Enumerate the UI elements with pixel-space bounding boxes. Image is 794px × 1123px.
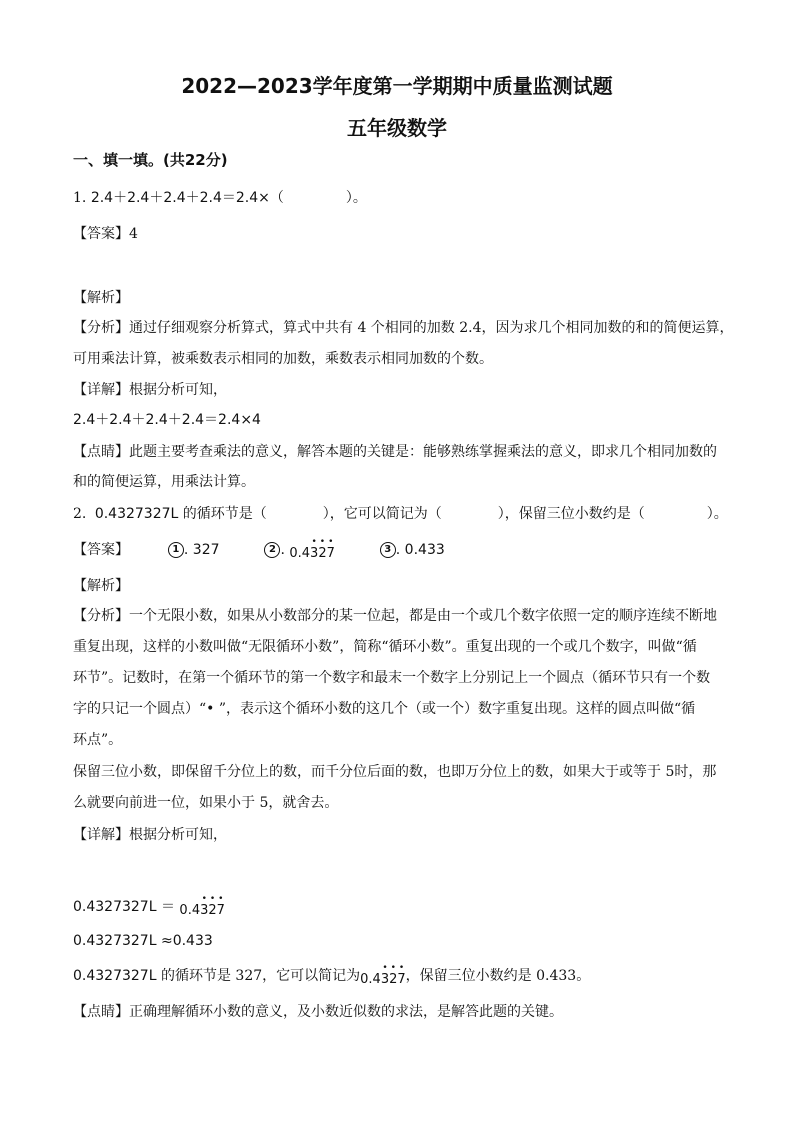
analysis-line: 可用乘法计算，被乘数表示相同的加数，乘数表示相同加数的个数。 — [73, 351, 493, 367]
analysis-line: 么就要向前进一位，如果小于 5，就舍去。 — [73, 795, 339, 811]
dianjing-tag: 【点睛】 — [73, 444, 129, 460]
answer-value: 4 — [129, 226, 138, 242]
page-title: 2022—2023学年度第一学期期中质量监测试题 — [181, 74, 613, 98]
detail-equation: 0.4327327L ≈0.433 — [73, 933, 213, 949]
analysis-line: 环节”。记数时，在第一个循环节的第一个数字和最末一个数字上分别记上一个圆点（循环节只有一个数 — [73, 670, 711, 686]
analysis-tag: 【解析】 — [73, 290, 129, 306]
detail-equation: 2.4＋2.4＋2.4＋2.4＝2.4×4 — [73, 412, 261, 428]
circled-number: 1 — [168, 542, 184, 558]
page-subtitle: 五年级数学 — [347, 116, 447, 140]
analysis-tag: 【解析】 — [73, 578, 129, 594]
analysis-line: 字的只记一个圆点）“• ”，表示这个循环小数的这几个（或一个）数字重复出现。这样的圆点叫做“循 — [73, 701, 696, 717]
section-heading: 一、填一填。(共22分) — [73, 151, 228, 169]
detail-line: 【详解】根据分析可知， — [73, 827, 227, 843]
comment-line: 【点睛】正确理解循环小数的意义，及小数近似数的求法，是解答此题的关键。 — [73, 1004, 563, 1020]
repeating-decimal: 0.4• 3• 2• 7 — [360, 972, 406, 987]
xiangjie-tag: 【详解】 — [73, 827, 129, 843]
analysis-line: 环点”。 — [73, 732, 123, 748]
detail-line: 0.4327327L 的循环节是 327，它可以简记为0.4• 3• 2• 7，保留三位小数约是 0.433。 — [73, 966, 590, 990]
question-1 — [73, 188, 367, 208]
question-number: 1. — [73, 190, 87, 206]
detail-line: 【详解】根据分析可知， — [73, 382, 227, 398]
analysis-line: 【分析】一个无限小数，如果从小数部分的某一位起，都是由一个或几个数字依照一定的顺序连续不断地 — [73, 608, 717, 624]
answer-line: 【答案】 1 . 327 2 . 0.4• 3• 2• 7 3 . 0.433 — [73, 540, 445, 564]
detail-equation: 0.4327327L ＝ 0.4• 3• 2• 7 — [73, 897, 225, 921]
repeating-decimal: 0.4• 3• 2• 7 — [179, 903, 225, 918]
xiangjie-tag: 【详解】 — [73, 382, 129, 398]
comment-line: 【点睛】此题主要考查乘法的意义，解答本题的关键是：能够熟练掌握乘法的意义，即求几个相同加数的 — [73, 444, 717, 460]
answer-tag: 【答案】 — [73, 542, 129, 558]
question-2: 2. 0.4327327L 的循环节是（ ），它可以简记为（ ），保留三位小数约是（ ）。 — [73, 506, 728, 522]
question-number: 2. — [73, 506, 87, 522]
fenxi-tag: 【分析】 — [73, 320, 129, 336]
dianjing-tag: 【点睛】 — [73, 1004, 129, 1020]
circled-number: 3 — [380, 542, 396, 558]
repeating-decimal: 0.4• 3• 2• 7 — [289, 546, 335, 561]
answer-line — [73, 224, 138, 244]
question-expression: 2.4＋2.4＋2.4＋2.4＝2.4×（ — [90, 190, 284, 206]
answer-tag: 【答案】 — [73, 226, 129, 242]
question-close: ）。 — [345, 190, 367, 206]
analysis-line: 重复出现，这样的小数叫做“无限循环小数”，简称“循环小数”。重复出现的一个或几个数字，叫做“循 — [73, 639, 697, 655]
fenxi-tag: 【分析】 — [73, 608, 129, 624]
circled-number: 2 — [264, 542, 280, 558]
analysis-line: 保留三位小数，即保留千分位上的数，而千分位后面的数，也即万分位上的数，如果大于或等于 5时，那 — [73, 764, 717, 780]
analysis-line: 【分析】通过仔细观察分析算式，算式中共有 4 个相同的加数 2.4，因为求几个相同加数的和的简便运算， — [73, 320, 734, 336]
comment-line: 和的简便运算，用乘法计算。 — [73, 474, 255, 490]
